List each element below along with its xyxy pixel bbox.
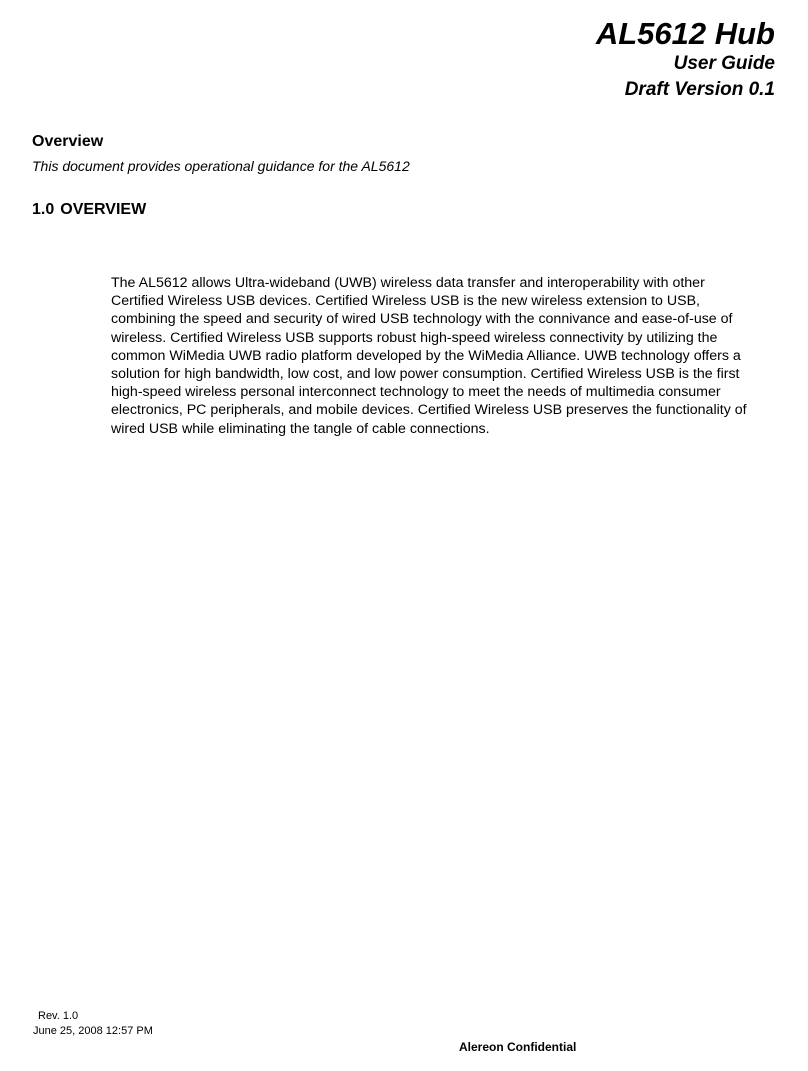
- section-title: OVERVIEW: [60, 201, 147, 218]
- footer-confidential: Alereon Confidential: [459, 1040, 577, 1054]
- body-line: combining the speed and security of wired USB technology with the connivance and ease-of-use of: [111, 311, 733, 328]
- section-heading: [32, 199, 146, 221]
- body-line: wireless. Certified Wireless USB supports robust high-speed wireless connectivity by utilizing the: [111, 329, 718, 346]
- body-line: common WiMedia UWB radio platform developed by the WiMedia Alliance. UWB technology offers a: [111, 347, 741, 364]
- body-line: high-speed wireless personal interconnect technology to meet the needs of multimedia consumer: [111, 384, 721, 401]
- body-line: wired USB while eliminating the tangle of cable connections.: [111, 420, 490, 437]
- body-line: electronics, PC peripherals, and mobile devices. Certified Wireless USB preserves the functionality of: [111, 402, 747, 419]
- footer-date: June 25, 2008 12:57 PM: [33, 1025, 153, 1037]
- document-subtitle: User Guide: [673, 53, 775, 74]
- body-line: Certified Wireless USB devices. Certified Wireless USB is the new wireless extension to USB,: [111, 293, 700, 310]
- document-version: Draft Version 0.1: [624, 79, 775, 100]
- document-title: AL5612 Hub: [595, 16, 775, 51]
- overview-heading: Overview: [32, 133, 104, 150]
- body-line: solution for high bandwidth, low cost, and low power consumption. Certified Wireless USB is the first: [111, 366, 740, 383]
- overview-intro: This document provides operational guidance for the AL5612: [32, 158, 410, 174]
- section-body: [111, 274, 781, 438]
- section-number: 1.0: [32, 201, 55, 218]
- footer-revision: Rev. 1.0: [38, 1010, 79, 1022]
- body-line: The AL5612 allows Ultra-wideband (UWB) wireless data transfer and interoperability with other: [111, 275, 705, 291]
